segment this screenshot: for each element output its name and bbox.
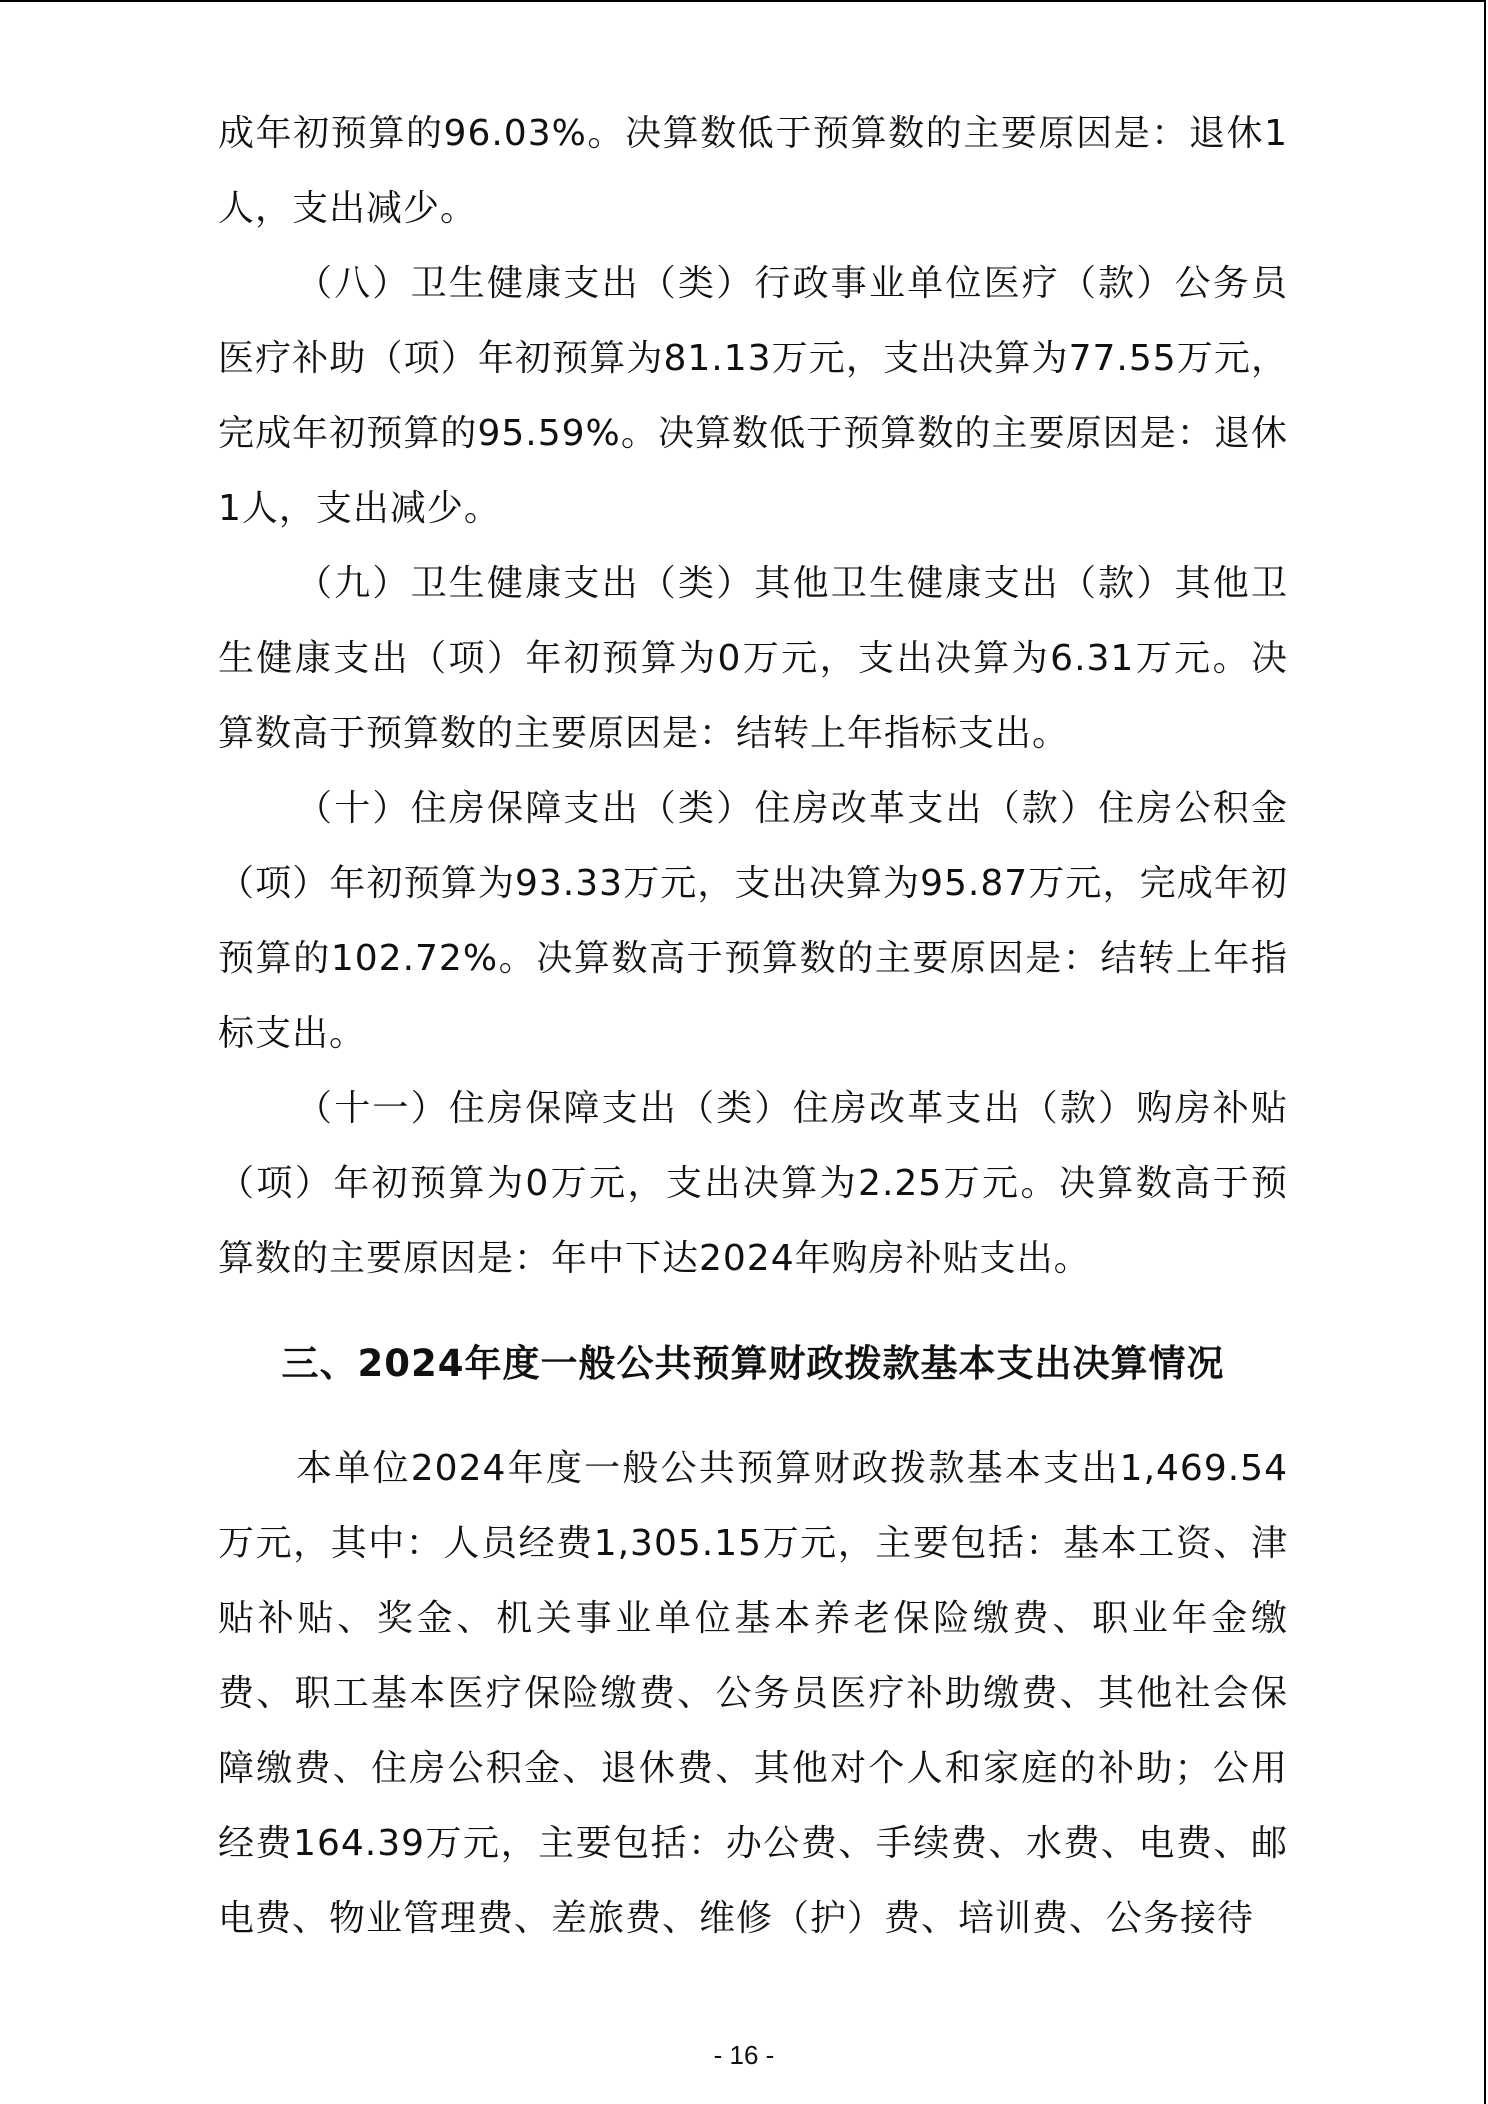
paragraph-item-8: （八）卫生健康支出（类）行政事业单位医疗（款）公务员医疗补助（项）年初预算为81.13万元，支出决算为77.55万元，完成年初预算的95.59%。决算数低于预算数的主要原因是：退休1人，支出减少。 — [218, 263, 1288, 529]
paragraph-item-9: （九）卫生健康支出（类）其他卫生健康支出（款）其他卫生健康支出（项）年初预算为0万元，支出决算为6.31万元。决算数高于预算数的主要原因是：结转上年指标支出。 — [218, 563, 1288, 754]
page-number: - 16 - — [713, 2040, 775, 2070]
section-body-paragraph: 本单位2024年度一般公共预算财政拨款基本支出1,469.54万元，其中：人员经费1,305.15万元，主要包括：基本工资、津贴补贴、奖金、机关事业单位基本养老保险缴费、职业年金缴费、职工基本医疗保险缴费、公务员医疗补助缴费、其他社会保障缴费、住房公积金、退休费、其他对个人和家庭的补助；公用经费164.39万元，主要包括：办公费、手续费、水费、电费、邮电费、物业管理费、差旅费、维修（护）费、培训费、公务接待 — [218, 1448, 1288, 1939]
paragraph-continued: 成年初预算的96.03%。决算数低于预算数的主要原因是：退休1人，支出减少。 — [218, 113, 1288, 229]
paragraph-item-10: （十）住房保障支出（类）住房改革支出（款）住房公积金（项）年初预算为93.33万元，支出决算为95.87万元，完成年初预算的102.72%。决算数高于预算数的主要原因是：结转上年指标支出。 — [218, 788, 1288, 1054]
document-body — [218, 96, 1288, 1956]
paragraph-item-11: （十一）住房保障支出（类）住房改革支出（款）购房补贴（项）年初预算为0万元，支出决算为2.25万元。决算数高于预算数的主要原因是：年中下达2024年购房补贴支出。 — [218, 1088, 1288, 1279]
section-heading: 三、2024年度一般公共预算财政拨款基本支出决算情况 — [281, 1342, 1225, 1385]
